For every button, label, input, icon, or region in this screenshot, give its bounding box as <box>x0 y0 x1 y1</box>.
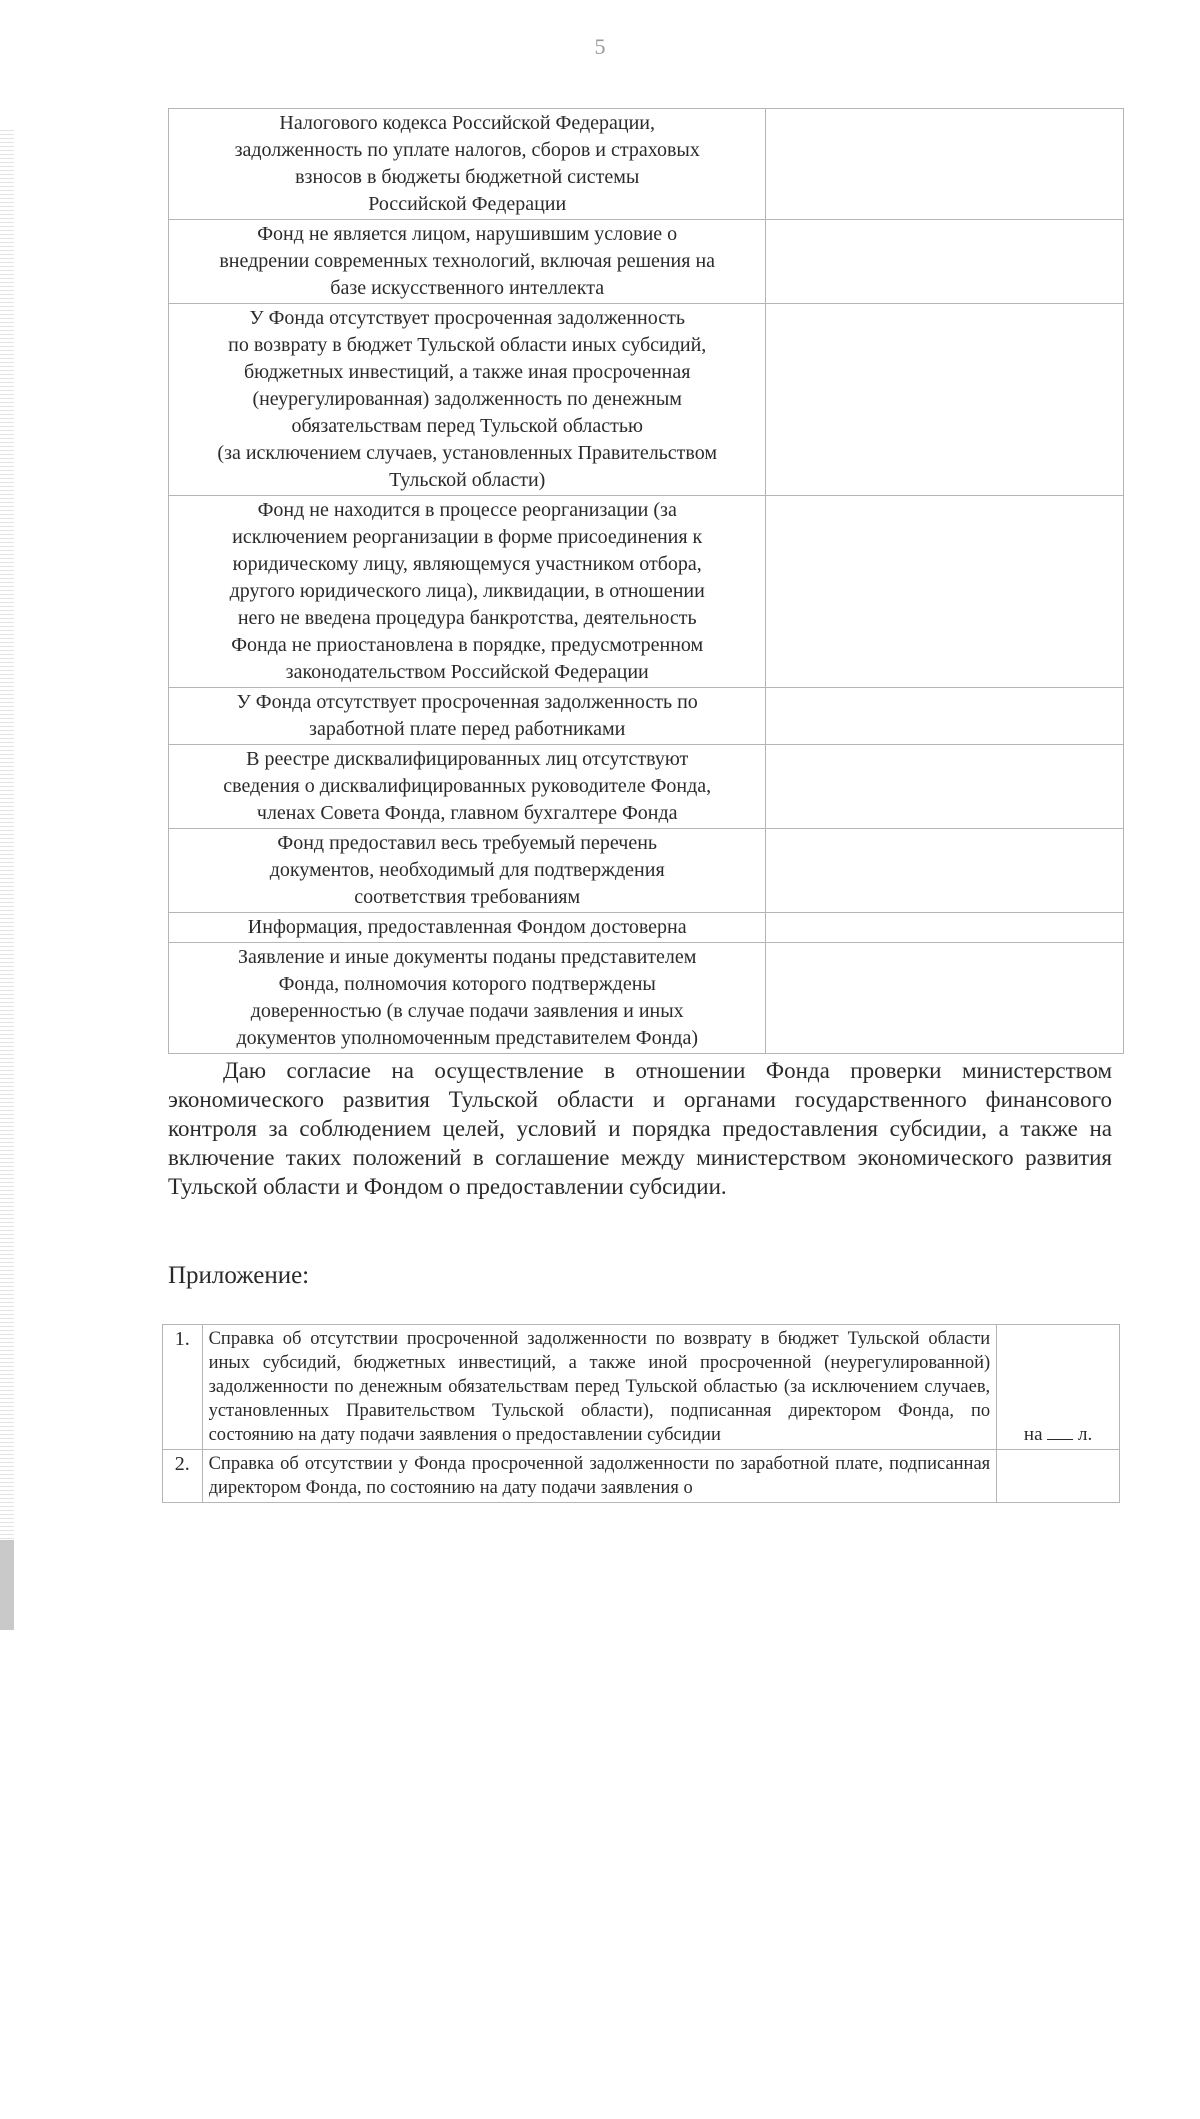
criteria-row <box>169 943 1124 1054</box>
appendix-item-text-cell <box>202 1450 997 1503</box>
criteria-line: бюджетных инвестиций, а также иная просроченная <box>243 361 691 383</box>
criteria-line: документов уполномоченным представителем Фонда) <box>236 1027 698 1049</box>
criteria-line: внедрении современных технологий, включая решения на <box>219 250 716 272</box>
criteria-line: (за исключением случаев, установленных Правительством <box>217 442 717 464</box>
criteria-line: Фонда, полномочия которого подтверждены <box>278 973 656 995</box>
criteria-line: Фонд не является лицом, нарушившим условие о <box>257 223 678 245</box>
criteria-line: У Фонда отсутствует просроченная задолженность <box>249 307 685 329</box>
criteria-row <box>169 109 1124 220</box>
criteria-line: задолженность по уплате налогов, сборов и страховых <box>234 139 700 161</box>
criteria-text <box>169 496 766 688</box>
criteria-line: доверенностью (в случае подачи заявления и иных <box>250 1000 684 1022</box>
page-number: 5 <box>594 34 606 59</box>
scan-edge-shadow <box>0 1540 14 1630</box>
criteria-line: по возврату в бюджет Тульской области иных субсидий, <box>228 334 707 356</box>
appendix-sheet-count <box>997 1325 1120 1450</box>
criteria-mark-cell <box>766 496 1124 688</box>
criteria-line: Налогового кодекса Российской Федерации, <box>279 112 656 134</box>
criteria-line: В реестре дисквалифицированных лиц отсутствуют <box>246 748 689 770</box>
appendix-row <box>163 1325 1120 1450</box>
criteria-line: другого юридического лица), ликвидации, в отношении <box>229 580 705 602</box>
appendix-item-text: Справка об отсутствии у Фонда просроченной задолженности по заработной плате, подписанная директором Фонда, по состоянию на дату подачи заявления о <box>208 1454 991 1498</box>
scan-edge-artifact <box>0 130 14 1630</box>
appendix-sheet-count <box>997 1450 1120 1503</box>
criteria-line: Фонда не приостановлена в порядке, предусмотренном <box>231 634 704 656</box>
criteria-text <box>169 109 766 220</box>
consent-paragraph: Даю согласие на осуществление в отношении Фонда проверки министерством экономического развития Тульской области и органами государственного финансового контроля за соблюдением целей, условий и порядка предоставления субсидии, а также на включение таких положений в соглашение между министерством экономического развития Тульской области и Фондом о предоставлении субсидии. <box>168 1058 1112 1199</box>
criteria-line: У Фонда отсутствует просроченная задолженность по <box>236 691 698 713</box>
criteria-line: (неурегулированная) задолженность по денежным <box>252 388 682 410</box>
criteria-row <box>169 913 1124 943</box>
criteria-mark-cell <box>766 688 1124 745</box>
criteria-table <box>168 108 1124 1054</box>
criteria-line: исключением реорганизации в форме присоединения к <box>232 526 703 548</box>
criteria-row <box>169 220 1124 304</box>
criteria-line: Тульской области) <box>389 469 546 491</box>
criteria-mark-cell <box>766 829 1124 913</box>
criteria-text <box>169 829 766 913</box>
criteria-mark-cell <box>766 220 1124 304</box>
sheet-count-blank <box>1047 1421 1073 1440</box>
sheet-count-prefix: на <box>1023 1424 1043 1445</box>
criteria-text <box>169 688 766 745</box>
appendix-row <box>163 1450 1120 1503</box>
appendix-table <box>162 1324 1120 1503</box>
criteria-text <box>169 913 766 943</box>
criteria-line: юридическому лицу, являющемуся участником отбора, <box>232 553 702 575</box>
criteria-mark-cell <box>766 304 1124 496</box>
criteria-text <box>169 304 766 496</box>
criteria-line: членах Совета Фонда, главном бухгалтере Фонда <box>256 802 678 824</box>
criteria-row <box>169 688 1124 745</box>
criteria-line: него не введена процедура банкротства, деятельность <box>237 607 697 629</box>
sheet-count-suffix: л. <box>1078 1424 1093 1445</box>
appendix-item-number: 2. <box>163 1450 203 1503</box>
criteria-line: Информация, предоставленная Фондом достоверна <box>247 916 687 938</box>
criteria-row <box>169 745 1124 829</box>
criteria-mark-cell <box>766 745 1124 829</box>
appendix-heading: Приложение: <box>168 1262 310 1289</box>
criteria-text <box>169 220 766 304</box>
criteria-line: законодательством Российской Федерации <box>285 661 649 683</box>
criteria-line: базе искусственного интеллекта <box>330 277 605 299</box>
criteria-text <box>169 943 766 1054</box>
criteria-row <box>169 304 1124 496</box>
criteria-text <box>169 745 766 829</box>
criteria-line: Фонд не находится в процессе реорганизации (за <box>257 499 677 521</box>
criteria-line: документов, необходимый для подтверждения <box>269 859 665 881</box>
criteria-mark-cell <box>766 913 1124 943</box>
appendix-item-number: 1. <box>163 1325 203 1450</box>
criteria-line: Заявление и иные документы поданы представителем <box>237 946 697 968</box>
criteria-line: обязательствам перед Тульской областью <box>291 415 643 437</box>
criteria-line: заработной плате перед работниками <box>309 718 626 740</box>
criteria-line: взносов в бюджеты бюджетной системы <box>295 166 640 188</box>
criteria-line: Российской Федерации <box>368 193 567 215</box>
appendix-item-text: Справка об отсутствии просроченной задолженности по возврату в бюджет Тульской области иных субсидий, бюджетных инвестиций, а также иной просроченной (неурегулированной) задолженности по денежным обязательствам перед Тульской областью (за исключением случаев, установленных Правительством Тульской области), подписанная директором Фонда, по состоянию на дату подачи заявления о предоставлении субсидии <box>202 1325 997 1450</box>
criteria-row <box>169 829 1124 913</box>
criteria-line: Фонд предоставил весь требуемый перечень <box>277 832 658 854</box>
criteria-row <box>169 496 1124 688</box>
criteria-line: сведения о дисквалифицированных руководителе Фонда, <box>223 775 712 797</box>
criteria-mark-cell <box>766 943 1124 1054</box>
criteria-mark-cell <box>766 109 1124 220</box>
criteria-line: соответствия требованиям <box>354 886 581 908</box>
